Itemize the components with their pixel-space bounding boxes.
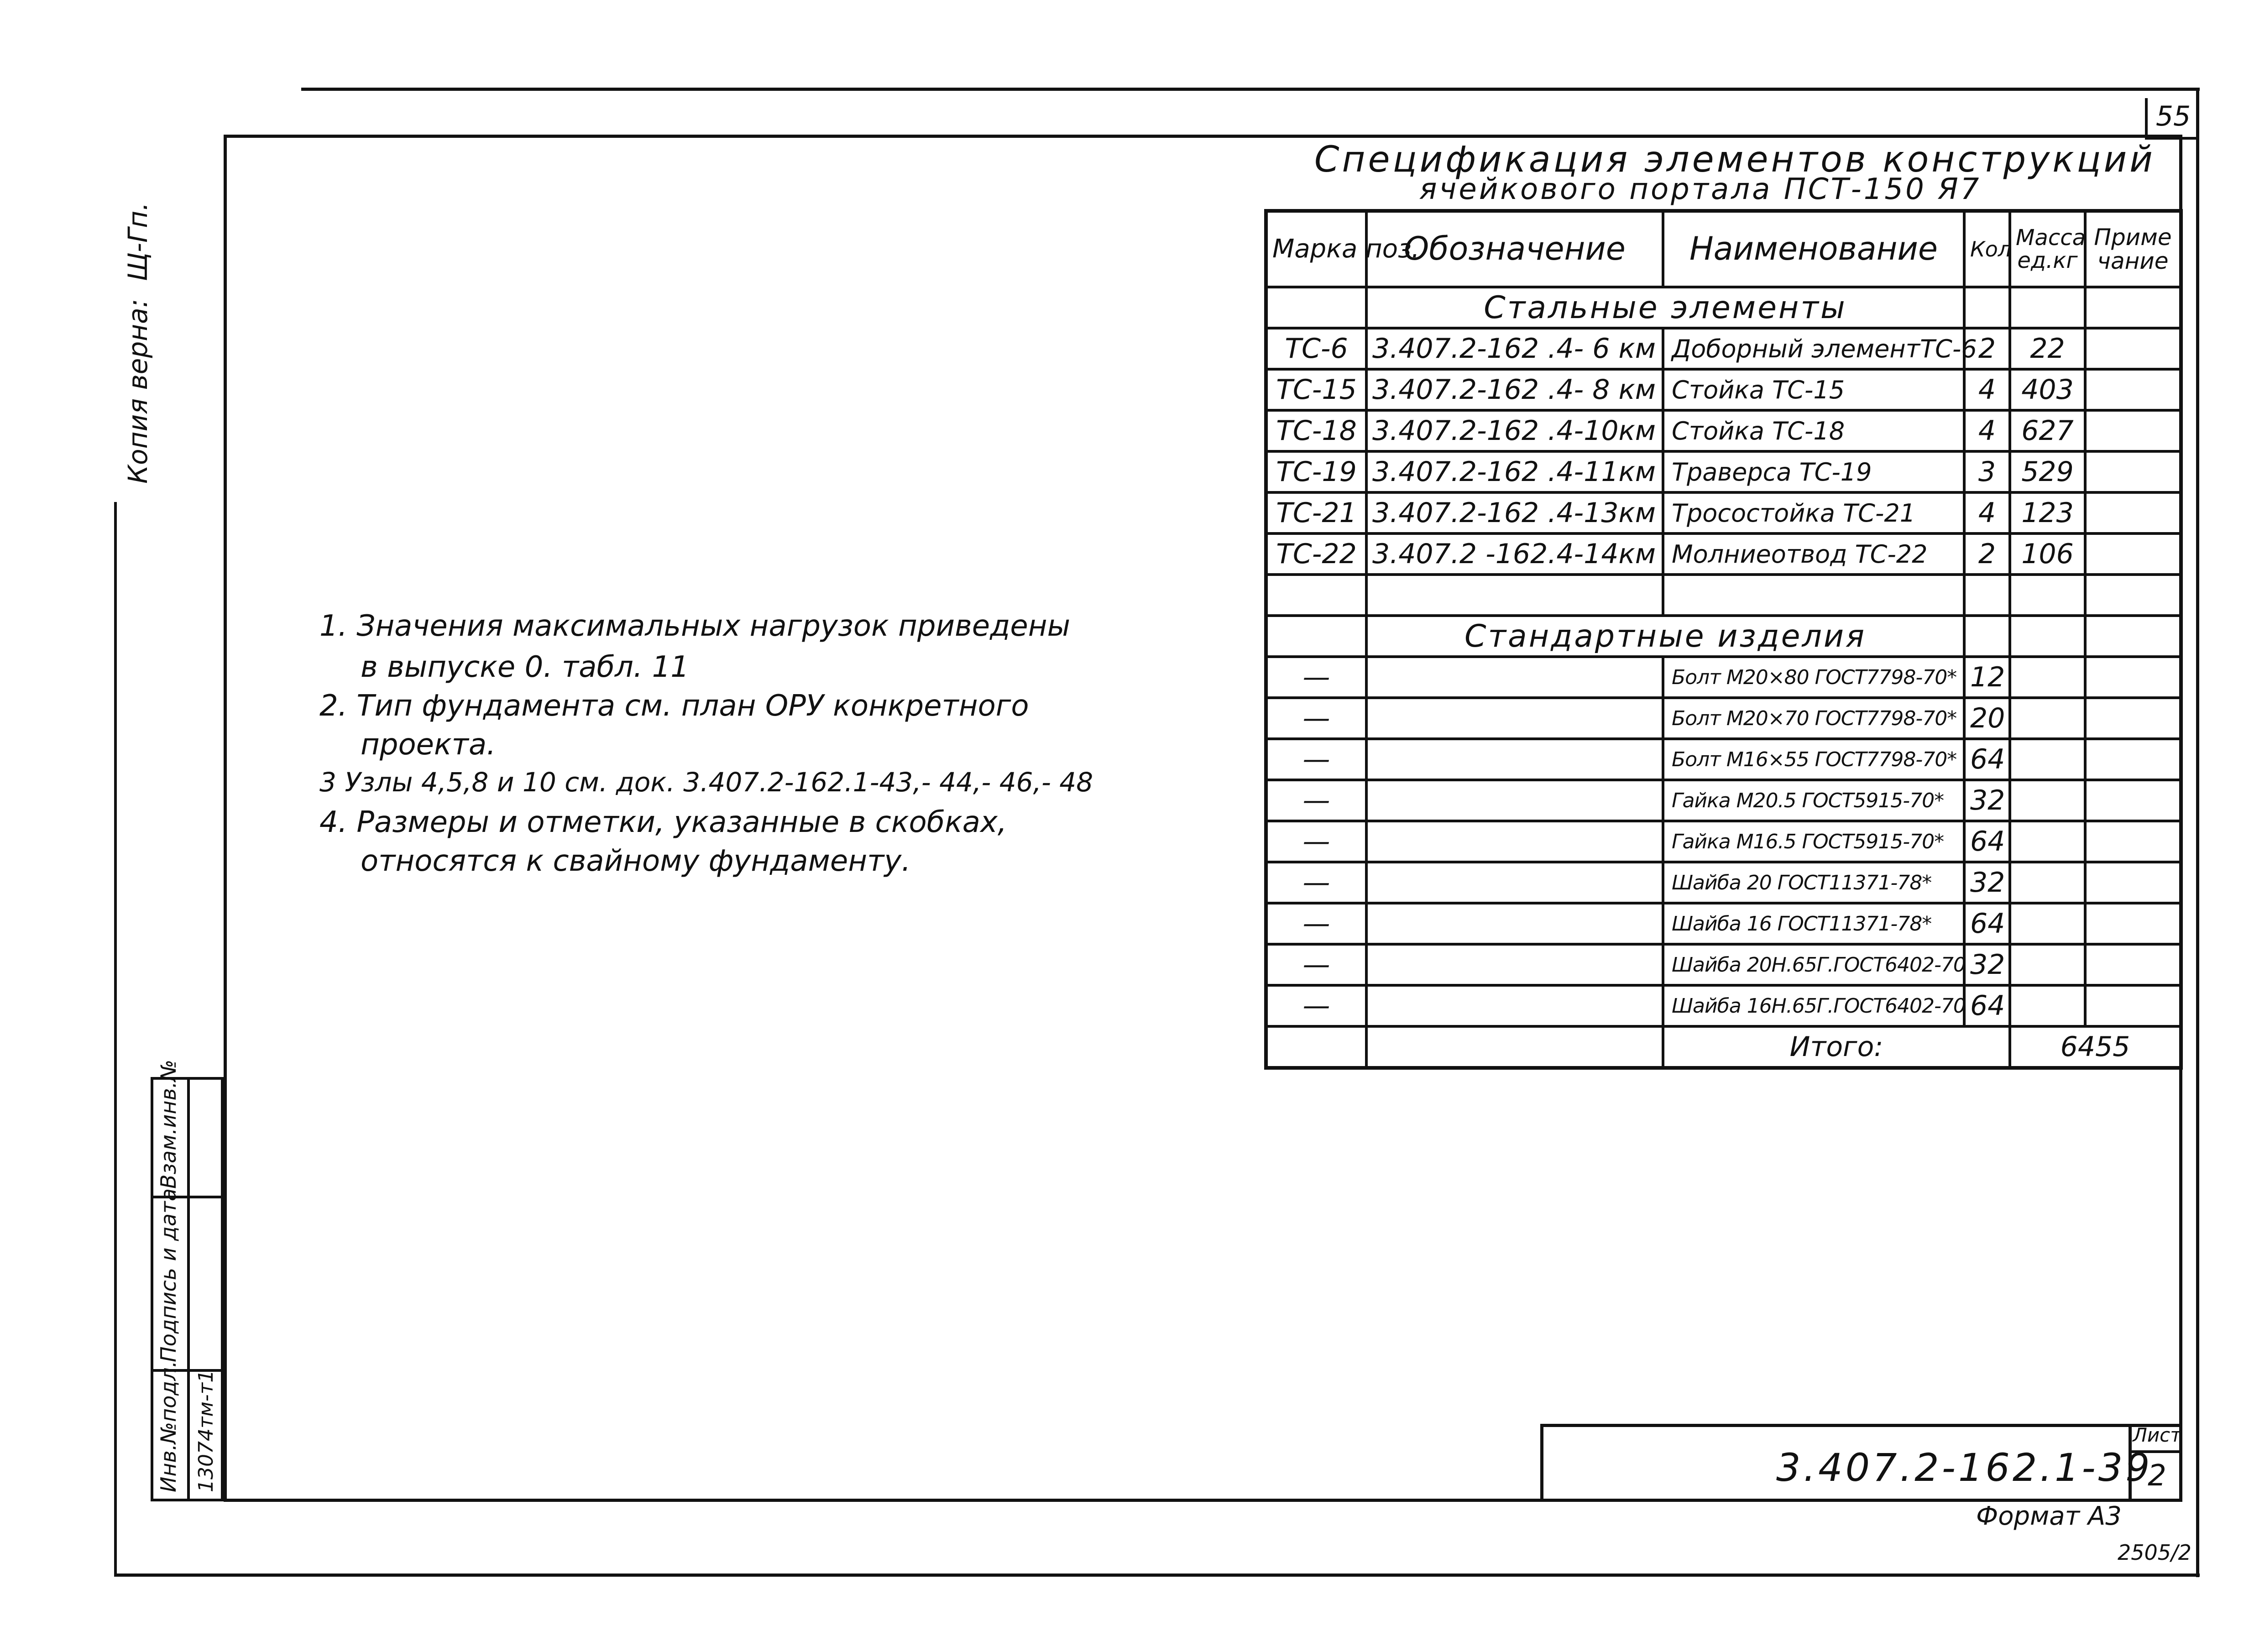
cell-name: Стойка ТС-15 <box>1663 369 1964 410</box>
frame-top-line <box>301 88 2200 91</box>
empty-cell <box>1964 616 2010 657</box>
cell-mark: ТС-18 <box>1266 410 1366 451</box>
cell-mass <box>2010 780 2085 821</box>
stamp-replace-label: Взам.инв.№ <box>156 1059 181 1189</box>
table-row <box>1266 410 2181 451</box>
note-line: проекта. <box>361 728 496 762</box>
cell-name: Шайба 20Н.65Г.ГОСТ6402-70 <box>1663 944 1964 985</box>
stamp-sign-label: Подпись и дата <box>156 1188 181 1362</box>
empty-cell <box>2085 575 2181 616</box>
empty-cell <box>1663 575 1964 616</box>
note-line: 3 Узлы 4,5,8 и 10 см. док. 3.407.2-162.1-43,- 44,- 46,- 48 <box>319 767 1093 798</box>
note-line: 1. Значения максимальных нагрузок приведены <box>319 609 1071 643</box>
cell-note <box>2085 328 2181 369</box>
cell-qty: 12 <box>1964 657 2010 698</box>
empty-cell <box>1366 1026 1663 1068</box>
empty-cell <box>2010 616 2085 657</box>
table-row <box>1266 698 2181 739</box>
table-row <box>1266 369 2181 410</box>
cell-note <box>2085 944 2181 985</box>
cell-designation: 3.407.2-162 .4-10км <box>1366 410 1663 451</box>
table-row <box>1266 862 2181 903</box>
table-row <box>1266 739 2181 780</box>
cell-designation: 3.407.2 -162.4-14км <box>1366 533 1663 575</box>
cell-mark: ТС-22 <box>1266 533 1366 575</box>
section-standard: Стандартные изделия <box>1366 616 1964 657</box>
cell-note <box>2085 821 2181 862</box>
cell-designation <box>1366 657 1663 698</box>
cell-designation <box>1366 903 1663 944</box>
title-block <box>1540 1424 2179 1501</box>
table-row-blank <box>1266 575 2181 616</box>
note-line: 2. Тип фундамента см. план ОРУ конкретного <box>319 689 1029 723</box>
cell-name: Стойка ТС-18 <box>1663 410 1964 451</box>
cell-name: Гайка М16.5 ГОСТ5915-70* <box>1663 821 1964 862</box>
table-row <box>1266 780 2181 821</box>
cell-mark: — <box>1266 739 1366 780</box>
inner-left-line <box>224 135 227 1501</box>
cell-mark: ТС-21 <box>1266 492 1366 533</box>
empty-cell <box>1366 575 1663 616</box>
table-row <box>1266 451 2181 492</box>
stamp-block <box>151 1059 224 1501</box>
cell-mark: — <box>1266 780 1366 821</box>
cell-qty: 20 <box>1964 698 2010 739</box>
cell-note <box>2085 410 2181 451</box>
table-row <box>1266 985 2181 1026</box>
col-header-qty: Кол <box>1964 211 2010 287</box>
top-sheet-number: 55 <box>2155 100 2191 132</box>
cell-designation <box>1366 862 1663 903</box>
copy-certified-text <box>122 202 153 484</box>
cell-mass <box>2010 862 2085 903</box>
cell-note <box>2085 533 2181 575</box>
cell-mark: — <box>1266 903 1366 944</box>
cell-note <box>2085 985 2181 1026</box>
section-row <box>1266 616 2181 657</box>
top-sheet-number-box <box>2145 98 2199 140</box>
note-line: относятся к свайному фундаменту. <box>361 844 911 878</box>
table-row <box>1266 328 2181 369</box>
cell-mark: — <box>1266 698 1366 739</box>
cell-mark: — <box>1266 862 1366 903</box>
cell-mass <box>2010 944 2085 985</box>
cell-qty: 3 <box>1964 451 2010 492</box>
cell-mass <box>2010 698 2085 739</box>
sheet-label: Лист <box>2132 1424 2182 1453</box>
table-row <box>1266 533 2181 575</box>
sheet-cell <box>2129 1424 2182 1501</box>
empty-cell <box>1266 575 1366 616</box>
cell-qty: 32 <box>1964 944 2010 985</box>
cell-mark: ТС-6 <box>1266 328 1366 369</box>
cell-designation <box>1366 821 1663 862</box>
note-line: в выпуске 0. табл. 11 <box>361 650 689 684</box>
spec-title-line2: ячейкового портала ПСТ-150 Я7 <box>1419 173 1982 206</box>
cell-mass: 22 <box>2010 328 2085 369</box>
cell-designation: 3.407.2-162 .4- 6 км <box>1366 328 1663 369</box>
cell-name: Тросостойка ТС-21 <box>1663 492 1964 533</box>
cell-qty: 2 <box>1964 328 2010 369</box>
cell-mark: ТС-19 <box>1266 451 1366 492</box>
section-row <box>1266 287 2181 328</box>
cell-designation: 3.407.2-162 .4-11км <box>1366 451 1663 492</box>
cell-note <box>2085 739 2181 780</box>
cell-designation <box>1366 985 1663 1026</box>
cell-qty: 32 <box>1964 862 2010 903</box>
cell-note <box>2085 780 2181 821</box>
table-row <box>1266 821 2181 862</box>
cell-mass <box>2010 821 2085 862</box>
cell-designation <box>1366 944 1663 985</box>
cell-designation <box>1366 698 1663 739</box>
col-header-designation: Обозначение <box>1366 211 1663 287</box>
cell-qty: 64 <box>1964 821 2010 862</box>
empty-cell <box>1266 616 1366 657</box>
cell-note <box>2085 903 2181 944</box>
cell-note <box>2085 657 2181 698</box>
cell-mark: ТС-15 <box>1266 369 1366 410</box>
cell-mass: 627 <box>2010 410 2085 451</box>
col-header-note: Приме чание <box>2085 211 2181 287</box>
cell-mass <box>2010 739 2085 780</box>
cell-mark: — <box>1266 985 1366 1026</box>
cell-qty: 4 <box>1964 410 2010 451</box>
cell-qty: 64 <box>1964 903 2010 944</box>
inner-top-line <box>224 135 2181 138</box>
cell-qty: 2 <box>1964 533 2010 575</box>
cell-qty: 4 <box>1964 492 2010 533</box>
col-header-name: Наименование <box>1663 211 1964 287</box>
cell-mass: 106 <box>2010 533 2085 575</box>
cell-name: Шайба 16Н.65Г.ГОСТ6402-70 <box>1663 985 1964 1026</box>
cell-name: Молниеотвод ТС-22 <box>1663 533 1964 575</box>
cell-qty: 64 <box>1964 985 2010 1026</box>
cell-mark: — <box>1266 657 1366 698</box>
format-label: Формат А3 <box>1976 1501 2122 1531</box>
spec-title-line1: Спецификация элементов конструкций <box>1314 139 2155 180</box>
section-steel: Стальные элементы <box>1366 287 1964 328</box>
empty-cell <box>1266 1026 1366 1068</box>
cell-mass: 529 <box>2010 451 2085 492</box>
cell-name: Болт М16×55 ГОСТ7798-70* <box>1663 739 1964 780</box>
cell-mass <box>2010 657 2085 698</box>
cell-note <box>2085 451 2181 492</box>
table-row <box>1266 944 2181 985</box>
specification-table <box>1264 209 2183 1070</box>
col-header-mass: Масса ед.кг <box>2010 211 2085 287</box>
cell-designation <box>1366 780 1663 821</box>
empty-cell <box>1964 575 2010 616</box>
total-row <box>1266 1026 2181 1068</box>
cell-designation: 3.407.2-162 .4- 8 км <box>1366 369 1663 410</box>
cell-name: Болт М20×80 ГОСТ7798-70* <box>1663 657 1964 698</box>
cell-note <box>2085 698 2181 739</box>
empty-cell <box>2010 575 2085 616</box>
table-row <box>1266 492 2181 533</box>
empty-cell <box>2085 616 2181 657</box>
stamp-inv-value: 13074тм-т1 <box>194 1370 218 1492</box>
copy-certified-label: Копия верна: <box>122 298 153 484</box>
cell-name: Доборный элементТС-6 <box>1663 328 1964 369</box>
cell-note <box>2085 862 2181 903</box>
table-row <box>1266 657 2181 698</box>
frame-bottom-line <box>114 1574 2200 1577</box>
document-code: 3.407.2-162.1-39 <box>1776 1445 2153 1490</box>
note-line: 4. Размеры и отметки, указанные в скобках, <box>319 805 1007 839</box>
cell-mass <box>2010 985 2085 1026</box>
cell-mass <box>2010 903 2085 944</box>
cell-name: Траверса ТС-19 <box>1663 451 1964 492</box>
cell-name: Шайба 16 ГОСТ11371-78* <box>1663 903 1964 944</box>
frame-right-line <box>2196 88 2199 1577</box>
table-header-row <box>1266 211 2181 287</box>
cell-mass: 403 <box>2010 369 2085 410</box>
cell-mark: — <box>1266 821 1366 862</box>
cell-designation <box>1366 739 1663 780</box>
cell-name: Гайка М20.5 ГОСТ5915-70* <box>1663 780 1964 821</box>
total-label: Итого: <box>1663 1026 2010 1068</box>
col-header-mark: Марка поз. <box>1266 211 1366 287</box>
table-row <box>1266 903 2181 944</box>
frame-left-line <box>114 502 117 1576</box>
cell-note <box>2085 369 2181 410</box>
cell-designation: 3.407.2-162 .4-13км <box>1366 492 1663 533</box>
stamp-inv-label: Инв.№подл. <box>156 1360 181 1492</box>
cell-note <box>2085 492 2181 533</box>
bottom-code: 2505/2 <box>2118 1540 2191 1565</box>
sheet-value: 2 <box>2148 1459 2166 1493</box>
cell-name: Болт М20×70 ГОСТ7798-70* <box>1663 698 1964 739</box>
cell-mark: — <box>1266 944 1366 985</box>
copy-certified-signature: Щ-Гп. <box>122 202 153 282</box>
total-value: 6455 <box>2010 1026 2181 1068</box>
cell-qty: 4 <box>1964 369 2010 410</box>
cell-qty: 32 <box>1964 780 2010 821</box>
cell-mass: 123 <box>2010 492 2085 533</box>
cell-name: Шайба 20 ГОСТ11371-78* <box>1663 862 1964 903</box>
cell-qty: 64 <box>1964 739 2010 780</box>
